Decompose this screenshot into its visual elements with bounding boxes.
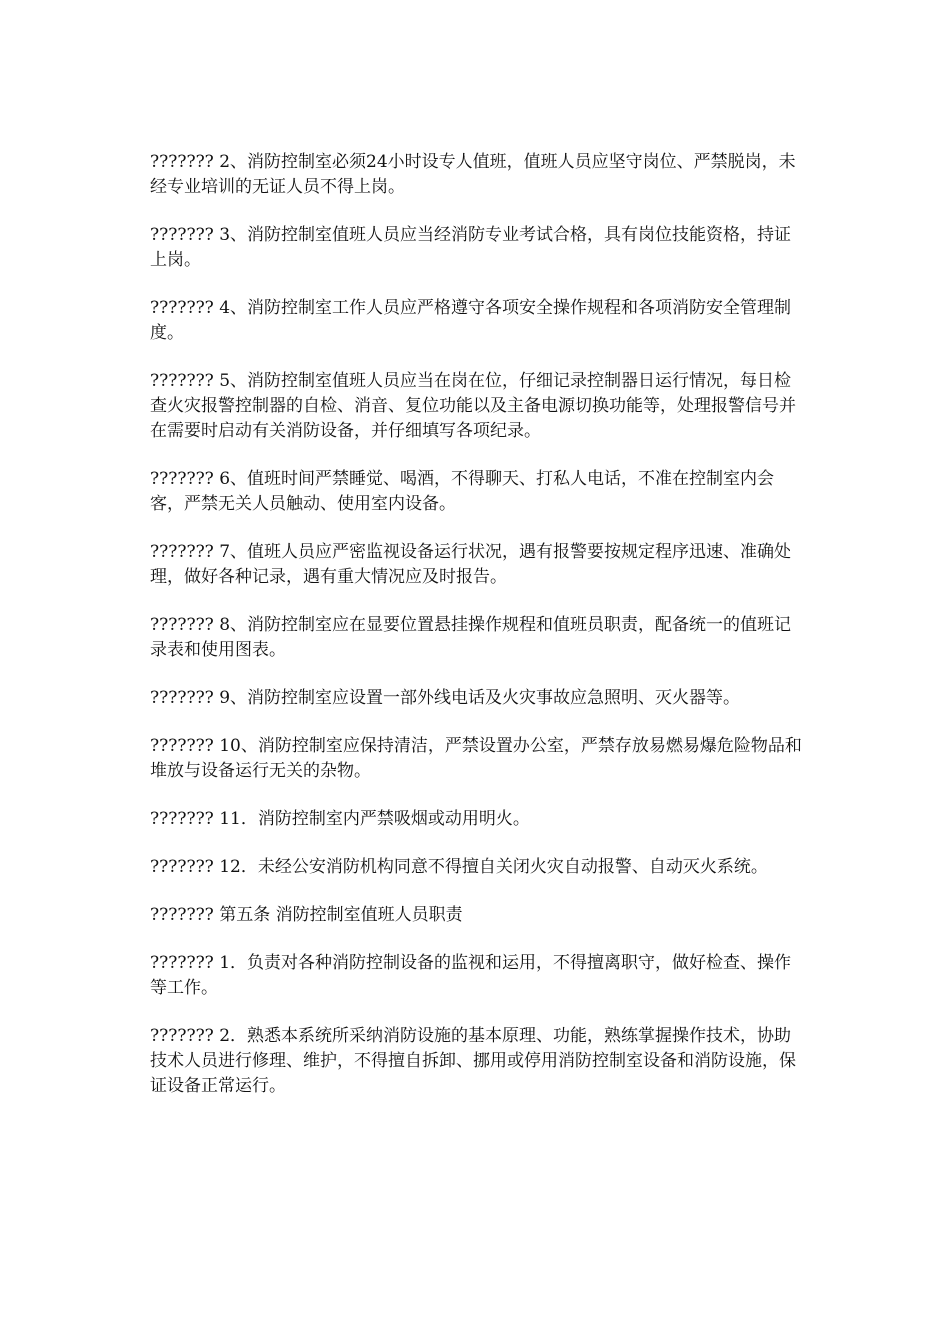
paragraph-rule-5: ??????? 5、消防控制室值班人员应当在岗在位，仔细记录控制器日运行情况，每日检查火灾报警控制器的自检、消音、复位功能以及主备电源切换功能等，处理报警信号并在需要时启动有关消防设备，并仔细填写各项纪录。	[150, 371, 796, 441]
paragraph-rule-6: ??????? 6、值班时间严禁睡觉、喝酒，不得聊天、打私人电话，不准在控制室内会客，严禁无关人员触动、使用室内设备。	[150, 469, 775, 514]
document-page	[150, 150, 802, 1122]
paragraph-rule-10: ??????? 10、消防控制室应保持清洁，严禁设置办公室，严禁存放易燃易爆危险物品和堆放与设备运行无关的杂物。	[150, 736, 802, 781]
section-heading-article-5: ??????? 第五条 消防控制室值班人员职责	[150, 905, 463, 925]
paragraph-duty-1: ??????? 1．负责对各种消防控制设备的监视和运用，不得擅离职守，做好检查、操作等工作。	[150, 953, 792, 998]
paragraph-rule-4: ??????? 4、消防控制室工作人员应严格遵守各项安全操作规程和各项消防安全管理制度。	[150, 298, 792, 343]
paragraph-rule-7: ??????? 7、值班人员应严密监视设备运行状况，遇有报警要按规定程序迅速、准确处理，做好各种记录，遇有重大情况应及时报告。	[150, 542, 792, 587]
paragraph-rule-11: ??????? 11．消防控制室内严禁吸烟或动用明火。	[150, 809, 530, 829]
paragraph-rule-3: ??????? 3、消防控制室值班人员应当经消防专业考试合格，具有岗位技能资格，持证上岗。	[150, 225, 792, 270]
paragraph-rule-8: ??????? 8、消防控制室应在显要位置悬挂操作规程和值班员职责，配备统一的值班记录表和使用图表。	[150, 615, 792, 660]
paragraph-duty-2: ??????? 2．熟悉本系统所采纳消防设施的基本原理、功能，熟练掌握操作技术，协助技术人员进行修理、维护，不得擅自拆卸、挪用或停用消防控制室设备和消防设施，保证设备正常运行。	[150, 1026, 796, 1096]
paragraph-rule-2: ??????? 2、消防控制室必须24小时设专人值班，值班人员应坚守岗位、严禁脱岗，未经专业培训的无证人员不得上岗。	[150, 152, 796, 197]
paragraph-rule-9: ??????? 9、消防控制室应设置一部外线电话及火灾事故应急照明、灭火器等。	[150, 688, 741, 708]
paragraph-rule-12: ??????? 12．未经公安消防机构同意不得擅自关闭火灾自动报警、自动灭火系统。	[150, 857, 768, 877]
